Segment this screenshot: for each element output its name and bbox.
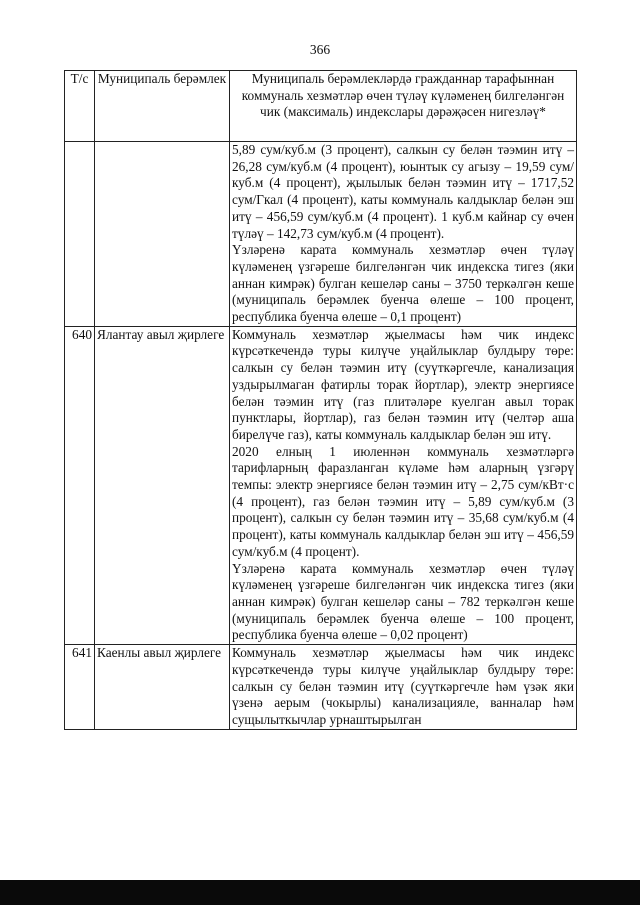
description-paragraph: Коммуналь хезмәтләр җыелмасы һәм чик индекс күрсәткечендә туры килүче уңайлыклар булдыру төре: салкын су белән тәэмин итү (суүткәргечле һәм үзәк яки үзенә аерым (чокырлы) канализацияле, ванналар һәм сущылыткычлар урнаштырылган: [232, 645, 574, 727]
row-municipality: [95, 142, 230, 327]
row-description: [230, 142, 577, 327]
row-number: 641: [65, 645, 95, 730]
row-municipality: Ялантау авыл җирлеге: [95, 326, 230, 644]
header-description: Муниципаль берәмлекләрдә гражданнар тарафыннан коммуналь хезмәтләр өчен түләү күләменең билгеләнгән чик (максималь) индекслары дәрәҗәсен нигезләү*: [230, 71, 577, 142]
page-number: 366: [309, 42, 331, 57]
tariff-table: [64, 70, 577, 730]
description-paragraph: Үзләренә карата коммуналь хезмәтләр өчен түләү күләменең үзгәреше билгеләнгән чик индекска тигез (яки аннан кимрәк) булган кешеләр саны – 3750 теркәлгән кеше (муниципаль берәмлек буенча өлеше – 100 процент, республика буенча өлеше – 0,1 процент): [232, 242, 574, 325]
row-municipality: Каенлы авыл җирлеге: [95, 645, 230, 730]
table-row: [65, 326, 577, 644]
table-header-row: [65, 71, 577, 142]
description-paragraph: 2020 елның 1 июленнән коммуналь хезмәтләргә тарифларның фаразланган күләме һәм аларның үзгәрү темпы: электр энергиясе белән тәэмин итү – 2,75 сум/кВт·с (4 процент), газ белән тәэмин итү – 5,89 сум/куб.м (3 процент), салкын су белән тәэмин итү – 35,68 сум/куб.м (4 процент), каты коммуналь калдыклар белән эш итү – 456,59 сум/куб.м (4 процент).: [232, 443, 574, 559]
table-row: [65, 645, 577, 730]
description-paragraph: Үзләренә карата коммуналь хезмәтләр өчен түләү күләменең үзгәреше билгеләнгән чик индекска тигез (яки аннан кимрәк) булган кешеләр саны – 782 теркәлгән кеше (муниципаль берәмлек буенча өлеше – 100 процент, республика буенча өлеше – 0,02 процент): [232, 560, 574, 643]
header-number: Т/с: [65, 71, 95, 142]
row-number: 640: [65, 326, 95, 644]
header-municipality: Муниципаль берәмлек: [95, 71, 230, 142]
description-paragraph: 5,89 сум/куб.м (3 процент), салкын су белән тәэмин итү – 26,28 сум/куб.м (4 процент), юынтык су агызу – 19,59 сум/куб.м (4 процент), җылылык белән тәэмин итү – 1717,52 сум/Гкал (4 процент), каты коммуналь калдыклар белән эш итү – 456,59 сум/куб.м (4 процент). 1 куб.м кайнар су өчен түләү – 142,73 сум/куб.м (4 процент).: [232, 142, 574, 241]
row-number: [65, 142, 95, 327]
row-description: [230, 645, 577, 730]
table-row: [65, 142, 577, 327]
row-description: [230, 326, 577, 644]
description-paragraph: Коммуналь хезмәтләр җыелмасы һәм чик индекс күрсәткечендә туры килүче уңайлыклар булдыру төре: салкын су белән тәэмин итү (суүткәргечле, канализация уздырылмаган фатирлы торак йортлар), электр энергиясе белән тәэмин итү (газ плитәләре куелган авыл торак пунктлары, йортлар), газ белән тәэмин итү (челтәр аша бирелүче газ), каты коммуналь калдыклар белән эш итү.: [232, 326, 574, 442]
scan-bottom-band: [0, 880, 640, 905]
